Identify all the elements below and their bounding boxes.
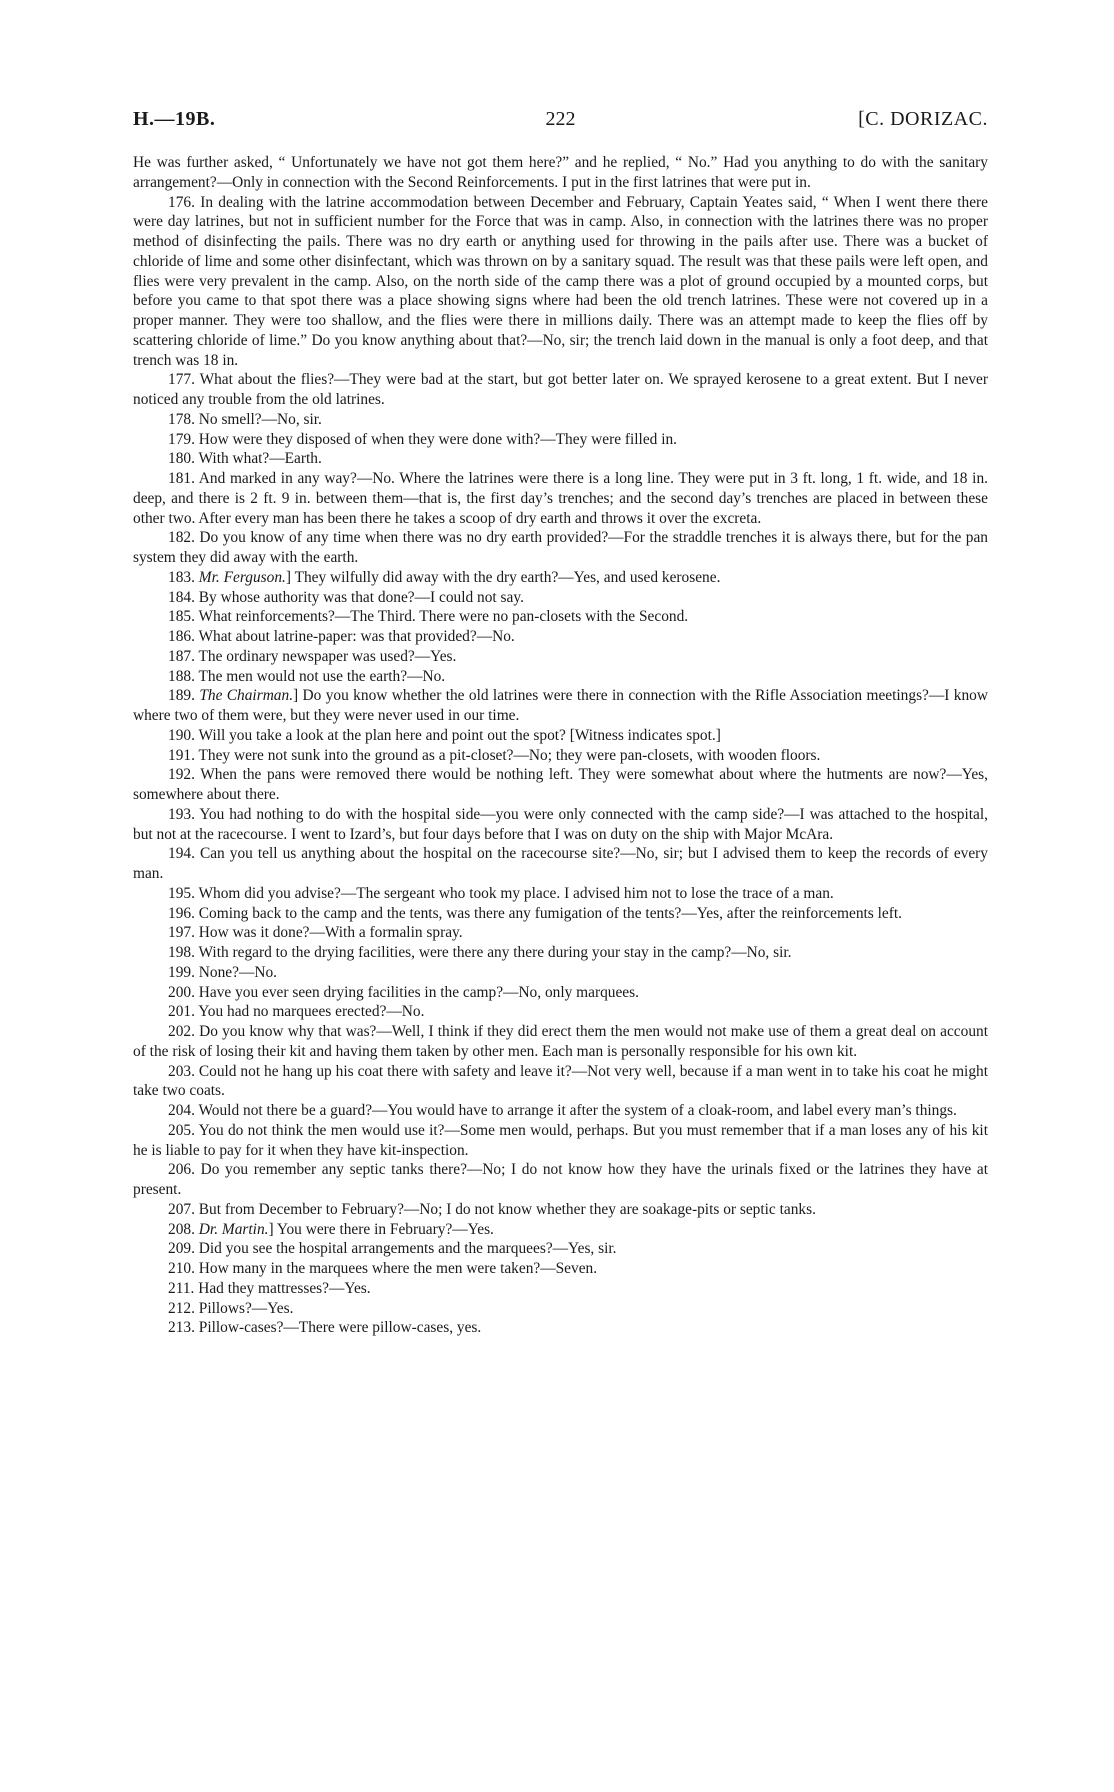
paragraph: 199. None?—No.	[168, 963, 277, 981]
paragraph: 187. The ordinary newspaper was used?—Yes.	[168, 647, 457, 665]
paragraph: 184. By whose authority was that done?—I could not say.	[168, 588, 524, 606]
paragraph: 192. When the pans were removed there would be nothing left. They were somewhat about where the hutments are now?—Yes, somewhere about there.	[133, 766, 988, 803]
question-number: 189.	[168, 687, 195, 705]
paragraph: 188. The men would not use the earth?—No.	[168, 667, 446, 685]
page-number: 222	[545, 108, 576, 130]
testimony-body	[133, 153, 988, 1338]
document-reference: H.—19B.	[133, 108, 216, 130]
paragraph: 177. What about the flies?—They were bad at the start, but got better later on. We sprayed kerosene to a great extent. But I never noticed any trouble from the old latrines.	[133, 371, 988, 408]
question-number: 183.	[168, 568, 195, 586]
paragraph: 211. Had they mattresses?—Yes.	[168, 1279, 371, 1297]
witness-name: [C. DORIZAC.	[858, 108, 988, 130]
paragraph: 210. How many in the marquees where the men were taken?—Seven.	[168, 1260, 598, 1277]
paragraph: 213. Pillow-cases?—There were pillow-cases, yes.	[168, 1319, 482, 1337]
page-header	[133, 108, 988, 138]
paragraph: 183. Mr. Ferguson.] They wilfully did away with the dry earth?—Yes, and used kerosene.	[168, 568, 721, 586]
paragraph: 186. What about latrine-paper: was that provided?—No.	[168, 628, 515, 645]
speaker-name: Dr. Martin.	[198, 1220, 269, 1238]
paragraph: 205. You do not think the men would use it?—Some men would, perhaps. But you must remember that if a man loses any of his kit he is liable to pay for it when they have kit-inspection.	[133, 1121, 988, 1159]
paragraph: 200. Have you ever seen drying facilities in the camp?—No, only marquees.	[168, 983, 639, 1001]
paragraph: 178. No smell?—No, sir.	[168, 410, 322, 428]
paragraph: 182. Do you know of any time when there was no dry earth provided?—For the straddle trenches it is always there, but for the pan system they did away with the earth.	[133, 529, 988, 566]
paragraph: 189. The Chairman.] Do you know whether the old latrines were there in connection with the Rifle Association meetings?—I know where two of them were, but they were never used in our time.	[133, 687, 988, 724]
paragraph: 196. Coming back to the camp and the tents, was there any fumigation of the tents?—Yes, after the reinforcements left.	[168, 904, 902, 922]
paragraph: 176. In dealing with the latrine accommodation between December and February, Captain Yeates said, “ When I went there there were day latrines, but not in sufficient number for the Force that was in camp. Also, in connection with the latrines there was no proper method of disinfecting the pails. There was no dry earth or anything used for throwing in the pails after use. There was a bucket of chloride of lime and some other disinfectant, which was thrown on by a sanitary squad. The result was that these pails were left open, and flies were very prevalent in the camp. Also, on the north side of the camp there was a plot of ground occupied by a mounted corps, but before you came to that spot there was a place showing signs where had been the old trench latrines. These were not covered up in a proper manner. They were too shallow, and the flies were there in millions daily. There was an attempt made to keep the flies off by scattering chloride of lime.” Do you know anything about that?—No, sir; the trench laid down in the manual is only a foot deep, and that trench was 18 in.	[133, 193, 988, 369]
paragraph: He was further asked, “ Unfortunately we have not got them here?” and he replied, “ No.” Had you anything to do with the sanitary arrangement?—Only in connection with the Second Reinforcements. I put in the first latrines that were put in.	[133, 154, 988, 191]
question-number: 208.	[168, 1220, 195, 1238]
paragraph: 209. Did you see the hospital arrangements and the marquees?—Yes, sir.	[168, 1240, 617, 1258]
speaker-name: The Chairman.	[199, 687, 294, 705]
paragraph: 197. How was it done?—With a formalin spray.	[168, 924, 463, 942]
paragraph: 206. Do you remember any septic tanks there?—No; I do not know how they have the urinals fixed or the latrines they have at present.	[133, 1161, 988, 1198]
paragraph: 193. You had nothing to do with the hospital side—you were only connected with the camp side?—I was attached to the hospital, but not at the racecourse. I went to Izard’s, but four days before that I was on duty on the ship with Major McAra.	[133, 805, 988, 843]
paragraph: 208. Dr. Martin.] You were there in February?—Yes.	[168, 1220, 494, 1238]
paragraph: 198. With regard to the drying facilities, were there any there during your stay in the camp?—No, sir.	[168, 944, 792, 961]
paragraph: 212. Pillows?—Yes.	[168, 1299, 294, 1317]
paragraph: 207. But from December to February?—No; I do not know whether they are soakage-pits or septic tanks.	[168, 1200, 816, 1218]
paragraph: 181. And marked in any way?—No. Where the latrines were there is a long line. They were put in 3 ft. long, 1 ft. wide, and 18 in. deep, and there is 2 ft. 9 in. between them—that is, the first day’s trenches; and the second day’s trenches are placed in between these other two. After every man has been there he takes a scoop of dry earth and throws it over the excreta.	[133, 470, 988, 527]
paragraph: 179. How were they disposed of when they were done with?—They were filled in.	[168, 430, 678, 448]
paragraph: 195. Whom did you advise?—The sergeant who took my place. I advised him not to lose the trace of a man.	[168, 884, 834, 902]
paragraph: 194. Can you tell us anything about the hospital on the racecourse site?—No, sir; but I advised them to keep the records of every man.	[133, 845, 988, 882]
paragraph: 204. Would not there be a guard?—You would have to arrange it after the system of a cloak-room, and label every man’s things.	[168, 1102, 957, 1119]
paragraph: 180. With what?—Earth.	[168, 450, 322, 468]
paragraph: 185. What reinforcements?—The Third. There were no pan-closets with the Second.	[168, 608, 689, 626]
paragraph: 190. Will you take a look at the plan here and point out the spot? [Witness indicates spot.]	[168, 726, 721, 744]
speaker-name: Mr. Ferguson.	[198, 568, 286, 586]
paragraph: 202. Do you know why that was?—Well, I think if they did erect them the men would not make use of them a great deal on account of the risk of losing their kit and having them taken by other men. Each man is personally responsible for his own kit.	[133, 1023, 988, 1060]
paragraph: 191. They were not sunk into the ground as a pit-closet?—No; they were pan-closets, with wooden floors.	[168, 746, 821, 764]
paragraph: 201. You had no marquees erected?—No.	[168, 1003, 425, 1021]
paragraph: 203. Could not he hang up his coat there with safety and leave it?—Not very well, because if a man went in to take his coat he might take two coats.	[133, 1062, 988, 1100]
